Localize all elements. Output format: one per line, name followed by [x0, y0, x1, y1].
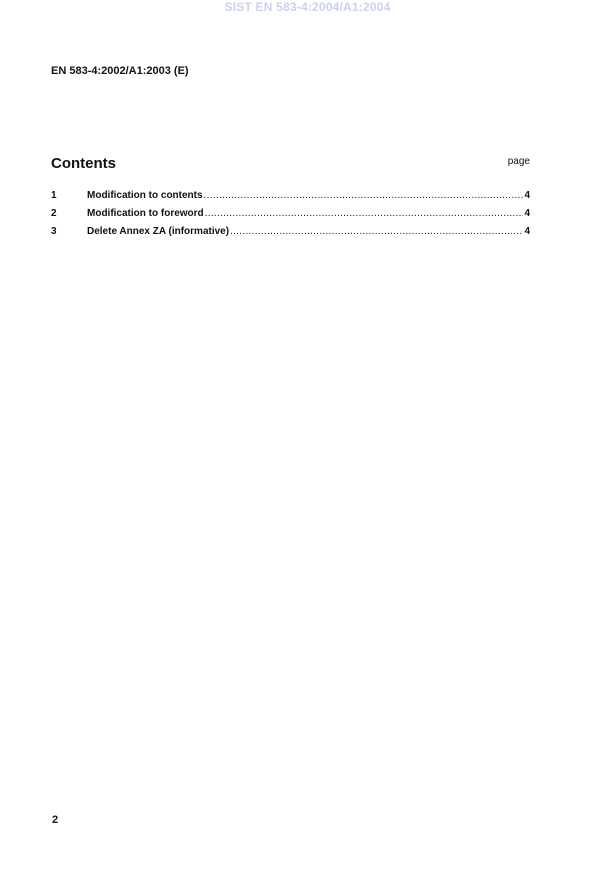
page-number: 2: [52, 814, 59, 826]
toc-entry-title: Modification to foreword: [87, 208, 204, 219]
page-column-label: page: [507, 156, 530, 167]
toc-leader-dots: [230, 226, 523, 237]
toc-leader-dots: [204, 190, 524, 201]
toc-entry-page: 4: [524, 190, 530, 201]
toc-entry-page: 4: [524, 226, 530, 237]
toc-entry-title: Modification to contents: [87, 190, 203, 201]
watermark: SIST EN 583-4:2004/A1:2004: [224, 0, 391, 14]
document-identifier: EN 583-4:2002/A1:2003 (E): [51, 65, 189, 77]
toc-entry-page: 4: [524, 208, 530, 219]
toc-entry-number: 2: [51, 208, 57, 219]
toc-entry[interactable]: [51, 226, 530, 244]
contents-heading: Contents: [51, 155, 116, 172]
toc-entry-number: 1: [51, 190, 57, 201]
table-of-contents: [51, 190, 530, 244]
toc-entry[interactable]: [51, 208, 530, 226]
toc-entry-number: 3: [51, 226, 57, 237]
toc-entry-title: Delete Annex ZA (informative): [87, 226, 230, 237]
toc-entry[interactable]: [51, 190, 530, 208]
toc-leader-dots: [205, 208, 524, 219]
